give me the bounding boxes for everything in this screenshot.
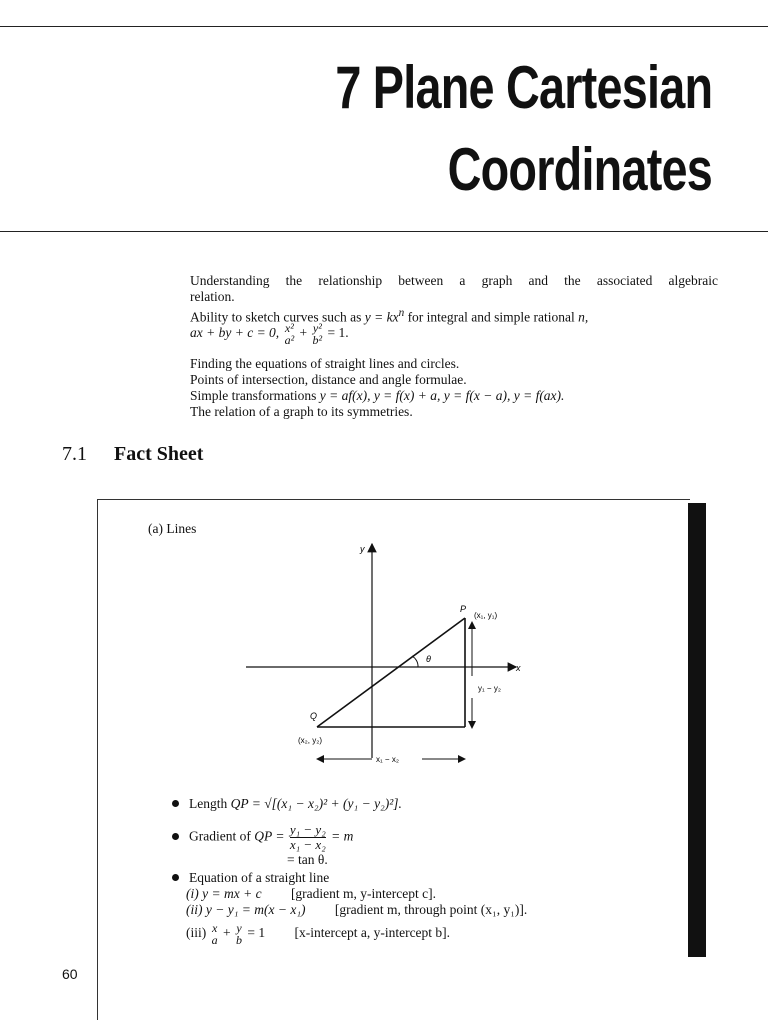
gradient-lhs: QP =: [254, 828, 285, 844]
intercept-fraction-y: [236, 922, 242, 946]
bottom-rule: [0, 231, 768, 232]
ellipse-equals: = 1.: [327, 325, 349, 341]
objective-transformations-prefix: Simple transformations: [190, 388, 317, 403]
gradient-bullet: [172, 823, 353, 852]
intercept-equals: = 1: [247, 925, 266, 941]
angle-label: θ: [426, 654, 431, 664]
section-number: 7.1: [62, 443, 87, 465]
objective-sketch-suffix: for integral and simple rational: [407, 309, 575, 325]
intercept-fraction-x-denominator: a: [211, 933, 218, 947]
intercept-fraction-y-denominator: b: [236, 933, 242, 947]
objective-sketch-equation: y = kx: [364, 309, 399, 325]
intercept-fraction-x-numerator: x: [211, 921, 218, 935]
objective-intersection: Points of intersection, distance and angle formulae.: [190, 372, 467, 387]
x-axis-label: x: [516, 663, 521, 673]
objective-sketch-exponent: n: [398, 307, 405, 319]
gradient-numerator: y₁ − y₂: [289, 822, 326, 837]
objective-relationship-text: Understanding the relationship between a graph and the associated algebraic: [190, 273, 718, 288]
point-q-coords: (x₂, y₂): [298, 736, 322, 745]
point-q-label: Q: [310, 711, 318, 721]
objective-lines-circles: Finding the equations of straight lines and circles.: [190, 356, 460, 371]
lines-subheading: (a) Lines: [148, 521, 197, 536]
ellipse-plus: +: [299, 325, 308, 341]
bullet-dot-icon: [172, 833, 179, 840]
length-bullet: [172, 796, 402, 812]
intercept-fraction-x: [212, 922, 218, 946]
intercept-plus: +: [223, 925, 231, 941]
point-p-coords: (x₁, y₁): [474, 611, 498, 620]
objective-transformations: [190, 388, 564, 404]
equation-form-ii-formula: (ii) y − y₁ = m(x − x₁): [186, 902, 306, 917]
objective-sketch-prefix: Ability to sketch curves such as: [190, 309, 362, 325]
chapter-title-line-2: Coordinates: [447, 136, 712, 203]
top-rule: [0, 26, 768, 27]
objective-equations: [190, 322, 349, 346]
gradient-fraction: [290, 823, 326, 852]
angle-arc: [412, 656, 418, 667]
ellipse-fraction-x: [285, 322, 295, 346]
gradient-tan: = tan θ.: [287, 852, 328, 867]
horizontal-difference-label: x₁ − x₂: [376, 755, 399, 764]
bullet-dot-icon: [172, 874, 179, 881]
objective-relationship: [190, 273, 718, 305]
equation-form-ii-note: [gradient m, through point (x₁, y₁)].: [334, 902, 528, 917]
ellipse-fraction-y: [313, 322, 323, 346]
ellipse-fraction-x-denominator: a²: [284, 333, 295, 347]
equation-form-iii: [186, 922, 450, 946]
objective-transformations-equations: y = af(x), y = f(x) + a, y = f(x − a), y = f(ax).: [319, 388, 565, 403]
objective-symmetries: The relation of a graph to its symmetries.: [190, 404, 413, 419]
section-heading: [62, 443, 203, 466]
equation-form-iii-note: [x-intercept a, y-intercept b].: [294, 925, 451, 941]
gradient-denominator: x₁ − x₂: [289, 837, 326, 852]
equation-form-i-note: [gradient m, y-intercept c].: [290, 886, 436, 901]
gradient-rhs: = m: [331, 828, 354, 844]
objective-line-equation: ax + by + c = 0,: [190, 325, 280, 341]
section-title: Fact Sheet: [114, 443, 204, 465]
line-gradient-diagram: [240, 538, 540, 770]
ellipse-fraction-y-numerator: y²: [312, 321, 322, 335]
equation-form-i-formula: (i) y = mx + c: [186, 886, 262, 901]
bullet-dot-icon: [172, 800, 179, 807]
equation-form-i: [186, 886, 436, 902]
length-formula: QP = √[(x₁ − x₂)² + (y₁ − y₂)²].: [230, 796, 402, 811]
y-axis-label: y: [360, 544, 365, 554]
intercept-fraction-y-numerator: y: [236, 921, 242, 935]
ellipse-fraction-y-denominator: b²: [312, 333, 323, 347]
page-number: 60: [62, 966, 78, 982]
gradient-label: Gradient of: [189, 828, 251, 844]
objective-relationship-cont: relation.: [190, 289, 235, 304]
point-p-label: P: [460, 604, 467, 614]
equation-form-ii: [186, 902, 527, 918]
vertical-difference-label: y₁ − y₂: [478, 684, 501, 693]
equation-label: Equation of a straight line: [189, 870, 330, 885]
length-label: Length: [189, 796, 228, 811]
line-qp: [317, 618, 465, 727]
fact-sheet-box-shadow: [688, 503, 706, 957]
objective-sketch-variable: n,: [578, 309, 589, 325]
chapter-title-line-1: 7 Plane Cartesian: [335, 54, 712, 121]
equation-bullet: [172, 870, 329, 886]
equation-form-iii-prefix: (iii): [186, 925, 207, 941]
ellipse-fraction-x-numerator: x²: [284, 321, 294, 335]
